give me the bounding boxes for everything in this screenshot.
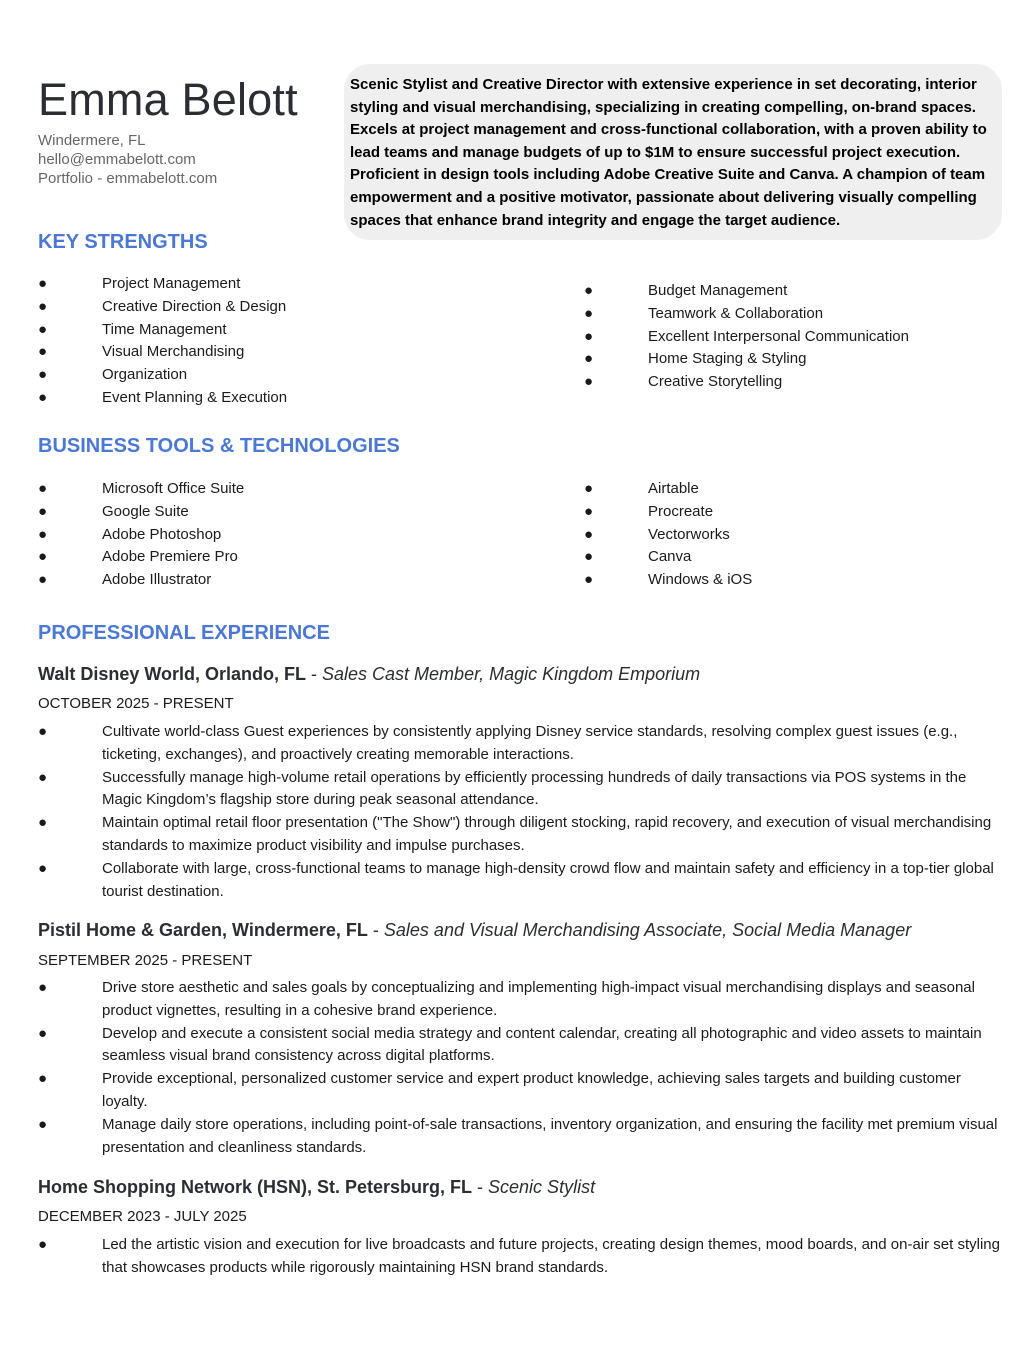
list-item-text: Visual Merchandising xyxy=(102,343,245,361)
list-item-text: Drive store aesthetic and sales goals by conceptualizing and implementing high-impact visual merchandising displays and seasonal product vignettes, resulting in a cohesive brand experience. xyxy=(102,979,975,1019)
bullet-icon: ● xyxy=(584,350,594,368)
bullet-icon: ● xyxy=(584,282,594,299)
list-item xyxy=(584,501,1024,524)
job-role: Scenic Stylist xyxy=(488,1177,596,1197)
list-item-text: Adobe Photoshop xyxy=(102,525,222,543)
list-item-text: Creative Direction & Design xyxy=(102,297,287,315)
tools-list-left xyxy=(38,478,538,592)
job-title xyxy=(38,664,700,685)
bullet-icon: ● xyxy=(38,502,48,520)
bullet-icon: ● xyxy=(38,548,48,566)
location-text: Windermere, FL xyxy=(38,132,146,149)
list-item-text: Microsoft Office Suite xyxy=(102,480,245,497)
list-item-text: Airtable xyxy=(648,480,699,497)
job-bullets xyxy=(38,721,1000,903)
bullet-icon: ● xyxy=(584,525,594,543)
job-separator: - xyxy=(306,664,323,684)
list-item xyxy=(38,977,1000,1023)
list-item xyxy=(38,858,1000,904)
bullet-icon: ● xyxy=(38,1024,48,1042)
bullet-icon: ● xyxy=(584,571,594,589)
email-text: hello@emmabelott.com xyxy=(38,151,196,168)
list-item xyxy=(584,569,1024,592)
contact-block xyxy=(38,131,217,188)
bullet-icon: ● xyxy=(38,768,48,786)
list-item-text: Google Suite xyxy=(102,502,189,520)
bullet-icon: ● xyxy=(584,480,594,497)
list-item-text: Cultivate world-class Guest experiences by consistently applying Disney service standards, resolving complex guest issues (e.g., ticketing, exchanges), and proactively creating memorable interactions. xyxy=(102,723,958,763)
portfolio-text: Portfolio - emmabelott.com xyxy=(38,170,218,187)
job-role: Sales and Visual Merchandising Associate, Social Media Manager xyxy=(383,920,912,940)
job-bullets xyxy=(38,977,1000,1159)
list-item-text: Adobe Illustrator xyxy=(102,571,212,589)
list-item-text: Provide exceptional, personalized customer service and expert product knowledge, achieving sales targets and building customer loyalty. xyxy=(102,1070,961,1110)
bullet-icon: ● xyxy=(38,320,48,338)
job-separator: - xyxy=(367,920,384,940)
list-item xyxy=(584,326,1024,349)
list-item-text: Develop and execute a consistent social media strategy and content calendar, creating all photographic and video assets to maintain seamless visual brand consistency across digital platforms. xyxy=(102,1024,982,1065)
list-item-text: Led the artistic vision and execution for live broadcasts and future projects, creating design themes, mood boards, and on-air set styling that showcases products while rigorously maintaining HSN brand standards. xyxy=(102,1236,1000,1276)
list-item xyxy=(584,524,1024,547)
list-item-text: Collaborate with large, cross-functional teams to manage high-density crowd flow and maintain safety and efficiency in a top-tier global tourist destination. xyxy=(102,859,994,900)
bullet-icon: ● xyxy=(38,571,48,589)
list-item xyxy=(584,546,1024,569)
list-item-text: Project Management xyxy=(102,275,241,292)
strengths-list-left xyxy=(38,273,538,410)
bullet-icon: ● xyxy=(38,388,48,406)
list-item xyxy=(584,478,1024,501)
bullet-icon: ● xyxy=(584,373,594,391)
list-item-text: Successfully manage high-volume retail operations by efficiently processing hundreds of daily transactions via POS systems in the Magic Kingdom’s flagship store during peak seasonal attendance. xyxy=(102,768,967,809)
job-title xyxy=(38,1177,595,1198)
bullet-icon: ● xyxy=(38,859,48,877)
bullet-icon: ● xyxy=(584,327,594,345)
list-item xyxy=(38,1023,1000,1069)
key-strengths-heading: KEY STRENGTHS xyxy=(38,231,208,253)
list-item-text: Event Planning & Execution xyxy=(102,388,288,406)
bullet-icon: ● xyxy=(38,343,48,361)
candidate-name: Emma Belott xyxy=(38,74,298,125)
bullet-icon: ● xyxy=(584,548,594,566)
list-item-text: Adobe Premiere Pro xyxy=(102,548,238,566)
job-dates: SEPTEMBER 2025 - PRESENT xyxy=(38,952,253,969)
bullet-icon: ● xyxy=(38,814,48,832)
list-item-text: Budget Management xyxy=(648,282,788,299)
job-title xyxy=(38,920,911,941)
list-item xyxy=(38,1114,1000,1160)
list-item xyxy=(38,721,1000,767)
job-company: Walt Disney World, Orlando, FL xyxy=(38,664,307,684)
list-item xyxy=(38,341,538,364)
list-item-text: Procreate xyxy=(648,502,714,520)
list-item xyxy=(38,273,538,296)
list-item-text: Creative Storytelling xyxy=(648,373,783,391)
bullet-icon: ● xyxy=(38,723,48,740)
job-dates: DECEMBER 2023 - JULY 2025 xyxy=(38,1208,247,1225)
list-item xyxy=(38,364,538,387)
job-dates: OCTOBER 2025 - PRESENT xyxy=(38,695,234,712)
list-item-text: Excellent Interpersonal Communication xyxy=(648,327,909,345)
list-item xyxy=(38,387,538,410)
list-item xyxy=(38,569,538,592)
experience-heading: PROFESSIONAL EXPERIENCE xyxy=(38,622,330,644)
list-item xyxy=(584,303,1024,326)
tools-list-right xyxy=(584,478,1024,592)
list-item-text: Vectorworks xyxy=(648,525,730,543)
tools-heading: BUSINESS TOOLS & TECHNOLOGIES xyxy=(38,435,400,457)
list-item-text: Canva xyxy=(648,548,692,566)
list-item-text: Organization xyxy=(102,366,188,384)
list-item-text: Windows & iOS xyxy=(648,571,753,589)
list-item xyxy=(38,767,1000,813)
job-role: Sales Cast Member, Magic Kingdom Emporium xyxy=(322,664,701,684)
job-company: Home Shopping Network (HSN), St. Petersburg, FL xyxy=(38,1177,473,1197)
bullet-icon: ● xyxy=(38,1070,48,1088)
list-item xyxy=(38,296,538,319)
list-item xyxy=(38,478,538,501)
bullet-icon: ● xyxy=(38,1236,48,1253)
summary-box: Scenic Stylist and Creative Director with extensive experience in set decorating, interior styling and visual merchandising, specializing in creating compelling, on-brand spaces. Excels at project management and cross-functional collaboration, with a proven ability to lead teams and manage budgets of up to $1M to ensure successful project execution. Proficient in design tools including Adobe Creative Suite and Canva. A champion of team empowerment and a positive motivator, passionate about delivering visually compelling spaces that enhance brand integrity and engage the target audience. xyxy=(344,64,1002,240)
list-item-text: Time Management xyxy=(102,320,227,338)
job-company: Pistil Home & Garden, Windermere, FL xyxy=(38,920,368,940)
list-item xyxy=(584,348,1024,371)
bullet-icon: ● xyxy=(584,304,594,322)
list-item xyxy=(38,546,538,569)
list-item xyxy=(38,501,538,524)
bullet-icon: ● xyxy=(38,480,48,497)
bullet-icon: ● xyxy=(584,502,594,520)
list-item xyxy=(38,524,538,547)
bullet-icon: ● xyxy=(38,525,48,543)
job-bullets xyxy=(38,1234,1000,1280)
list-item xyxy=(38,812,1000,858)
list-item-text: Home Staging & Styling xyxy=(648,350,807,368)
bullet-icon: ● xyxy=(38,297,48,315)
strengths-list-right xyxy=(584,280,1024,394)
list-item xyxy=(38,1234,1000,1280)
bullet-icon: ● xyxy=(38,1115,48,1133)
bullet-icon: ● xyxy=(38,275,48,292)
list-item xyxy=(584,280,1024,303)
list-item-text: Teamwork & Collaboration xyxy=(648,304,824,322)
bullet-icon: ● xyxy=(38,366,48,384)
list-item-text: Manage daily store operations, including point-of-sale transactions, inventory organization, and ensuring the facility met premium visual presentation and cleanliness standards. xyxy=(102,1115,998,1156)
job-separator: - xyxy=(472,1177,489,1197)
list-item xyxy=(38,1068,1000,1114)
bullet-icon: ● xyxy=(38,979,48,996)
list-item xyxy=(584,371,1024,394)
list-item-text: Maintain optimal retail floor presentation ("The Show") through diligent stocking, rapid recovery, and execution of visual merchandising standards to maximize product visibility and impulse purchases. xyxy=(102,814,992,854)
list-item xyxy=(38,319,538,342)
